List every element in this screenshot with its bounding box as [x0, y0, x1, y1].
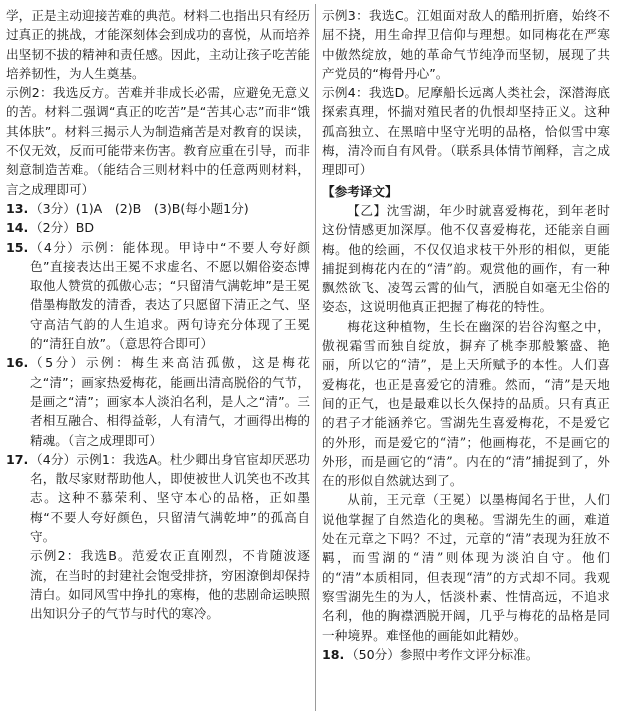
answer-text: （3分）(1)A (2)B (3)B(每小题1分): [30, 200, 249, 216]
answer-18: [322, 645, 610, 664]
answer-text: （2分）BD: [30, 220, 95, 236]
column-divider: [315, 4, 316, 711]
example-2-paragraph: 示例2：我选反方。苦难并非成长必需，应避免无意义的苦。材料二强调“真正的吃苦”是“苦其心志”而非“饿其体肤”。材料三揭示人为制造痛苦是对教育的误读，不仅无效，反而可能带来伤害。教育应重在引导，而非刻意制造苦难。（能结合三则材料中的任意两则材料，言之成理即可）: [6, 85, 310, 197]
continued-paragraph: 学，正是主动迎接苦难的典范。材料二也指出只有经历过真正的挑战，才能深刻体会到成功的喜悦，从而培养出坚韧不拔的精神和责任感。因此，主动让孩子吃苦能培养韧性，为人生奠基。: [6, 8, 310, 81]
answer-number: 16.: [6, 355, 29, 371]
answer-number: 15.: [6, 239, 29, 255]
answer-17: [6, 450, 310, 546]
answer-text: 示例2：我选B。范爱农正直刚烈，不肯随波逐流，在当时的封建社会饱受排挤，穷困潦倒却保持清白。如同风雪中挣扎的寒梅，他的悲剧命运映照出知识分子的气节与时代的寒冷。: [30, 548, 310, 622]
answer-16: [6, 353, 310, 449]
answer-number: 17.: [6, 451, 29, 467]
translation-paragraph-1: 【乙】沈雪湖，年少时就喜爱梅花，到年老时这份情感更加深厚。他不仅喜爱梅花，还能亲自画梅。他的绘画，不仅仅追求枝干外形的相似，更能捕捉到梅花内在的“清”韵。观赏他的画作，有一种飘然欲飞、凌驾云霄的仙气，洒脱自如毫无尘俗的姿态，这说明他真正把握了梅花的特性。: [322, 202, 610, 315]
answer-14: [6, 218, 310, 237]
answer-text: （5分）示例：梅生来高洁孤傲，这是梅花之“清”；画家热爱梅花，能画出清高脱俗的气节，是画之“清”；画家本人淡泊名利，是人之“清”。三者相互融合、相得益彰，人有清气，才画得出梅的精魂。（言之成理即可）: [30, 355, 310, 448]
right-column: [322, 6, 610, 664]
example-4-paragraph: 示例4：我选D。尼摩船长远离人类社会，深潜海底探索真理，怀揣对殖民者的仇恨却坚持正义。这种孤高独立、在黑暗中坚守光明的品格，恰似雪中寒梅，清冷而自有风骨。（联系具体情节阐释，言之成理即可）: [322, 85, 610, 178]
answer-text: （50分）参照中考作文评分标准。: [346, 646, 539, 662]
example-3-paragraph: 示例3：我选C。江姐面对敌人的酷刑折磨，始终不屈不挠，用生命捍卫信仰与理想。如同梅花在严寒中傲然绽放，她的革命气节纯净而坚韧，展现了共产党员的“梅骨丹心”。: [322, 8, 610, 81]
answer-text: （4分）示例1：我选A。杜少卿出身官宦却厌恶功名，散尽家财帮助他人，即使被世人讥笑也不改其志。这种不慕荣利、坚守本心的品格，正如墨梅“不要人夸好颜色，只留清气满乾坤”的孤高自守。: [30, 451, 310, 545]
left-column: [6, 6, 310, 624]
answer-17-example-2: [6, 546, 310, 623]
answer-number: 14.: [6, 220, 29, 236]
translation-paragraph-2: 梅花这种植物，生长在幽深的岩谷沟壑之中，傲视霜雪而独自绽放，摒弃了桃李那般繁盛、艳丽，所以它的“清”，是上天所赋予的本性。人们喜爱梅花，也正是喜爱它的清雅。然而，“清”是天地间的正气，也是最难以长久保持的品质。只有真正的君子才能涵养它。雪湖先生喜爱梅花，不是爱它的外形，而是爱它的“清”；他画梅花，不是画它的外形，而是画它的“清”。内在的“清”捕捉到了，外在的形似自然就达到了。: [322, 318, 610, 489]
translation-paragraph-3: 从前，王元章（王冕）以墨梅闻名于世，人们说他掌握了自然造化的奥秘。雪湖先生的画，难道处在元章之下吗？不过，元章的“清”表现为狂放不羁，而雪湖的“清”则体现为淡泊自守。他们的“清”本质相同，但表现“清”的方式却不同。我观察雪湖先生的为人，恬淡朴素、性情高远，不追求名利，他的胸襟洒脱开阔，几乎与梅花的品格是同一种境界。难怪他的画能如此精妙。: [322, 492, 610, 643]
answer-13: [6, 199, 310, 218]
answer-text: （4分）示例：能体现。甲诗中“不要人夸好颜色”直接表达出王冕不求虚名、不愿以媚俗姿态博取他人赞赏的孤傲心志；“只留清气满乾坤”是王冕借墨梅散发的清香，表达了只愿留下清正之气、坚守高洁气韵的人生追求。两句诗充分体现了王冕的“清狂自放”。（意思符合即可）: [30, 239, 310, 352]
answer-15: [6, 238, 310, 354]
reference-translation-title: 【参考译文】: [322, 183, 398, 199]
answer-number: 18.: [322, 646, 345, 662]
answer-number: 13.: [6, 200, 29, 216]
